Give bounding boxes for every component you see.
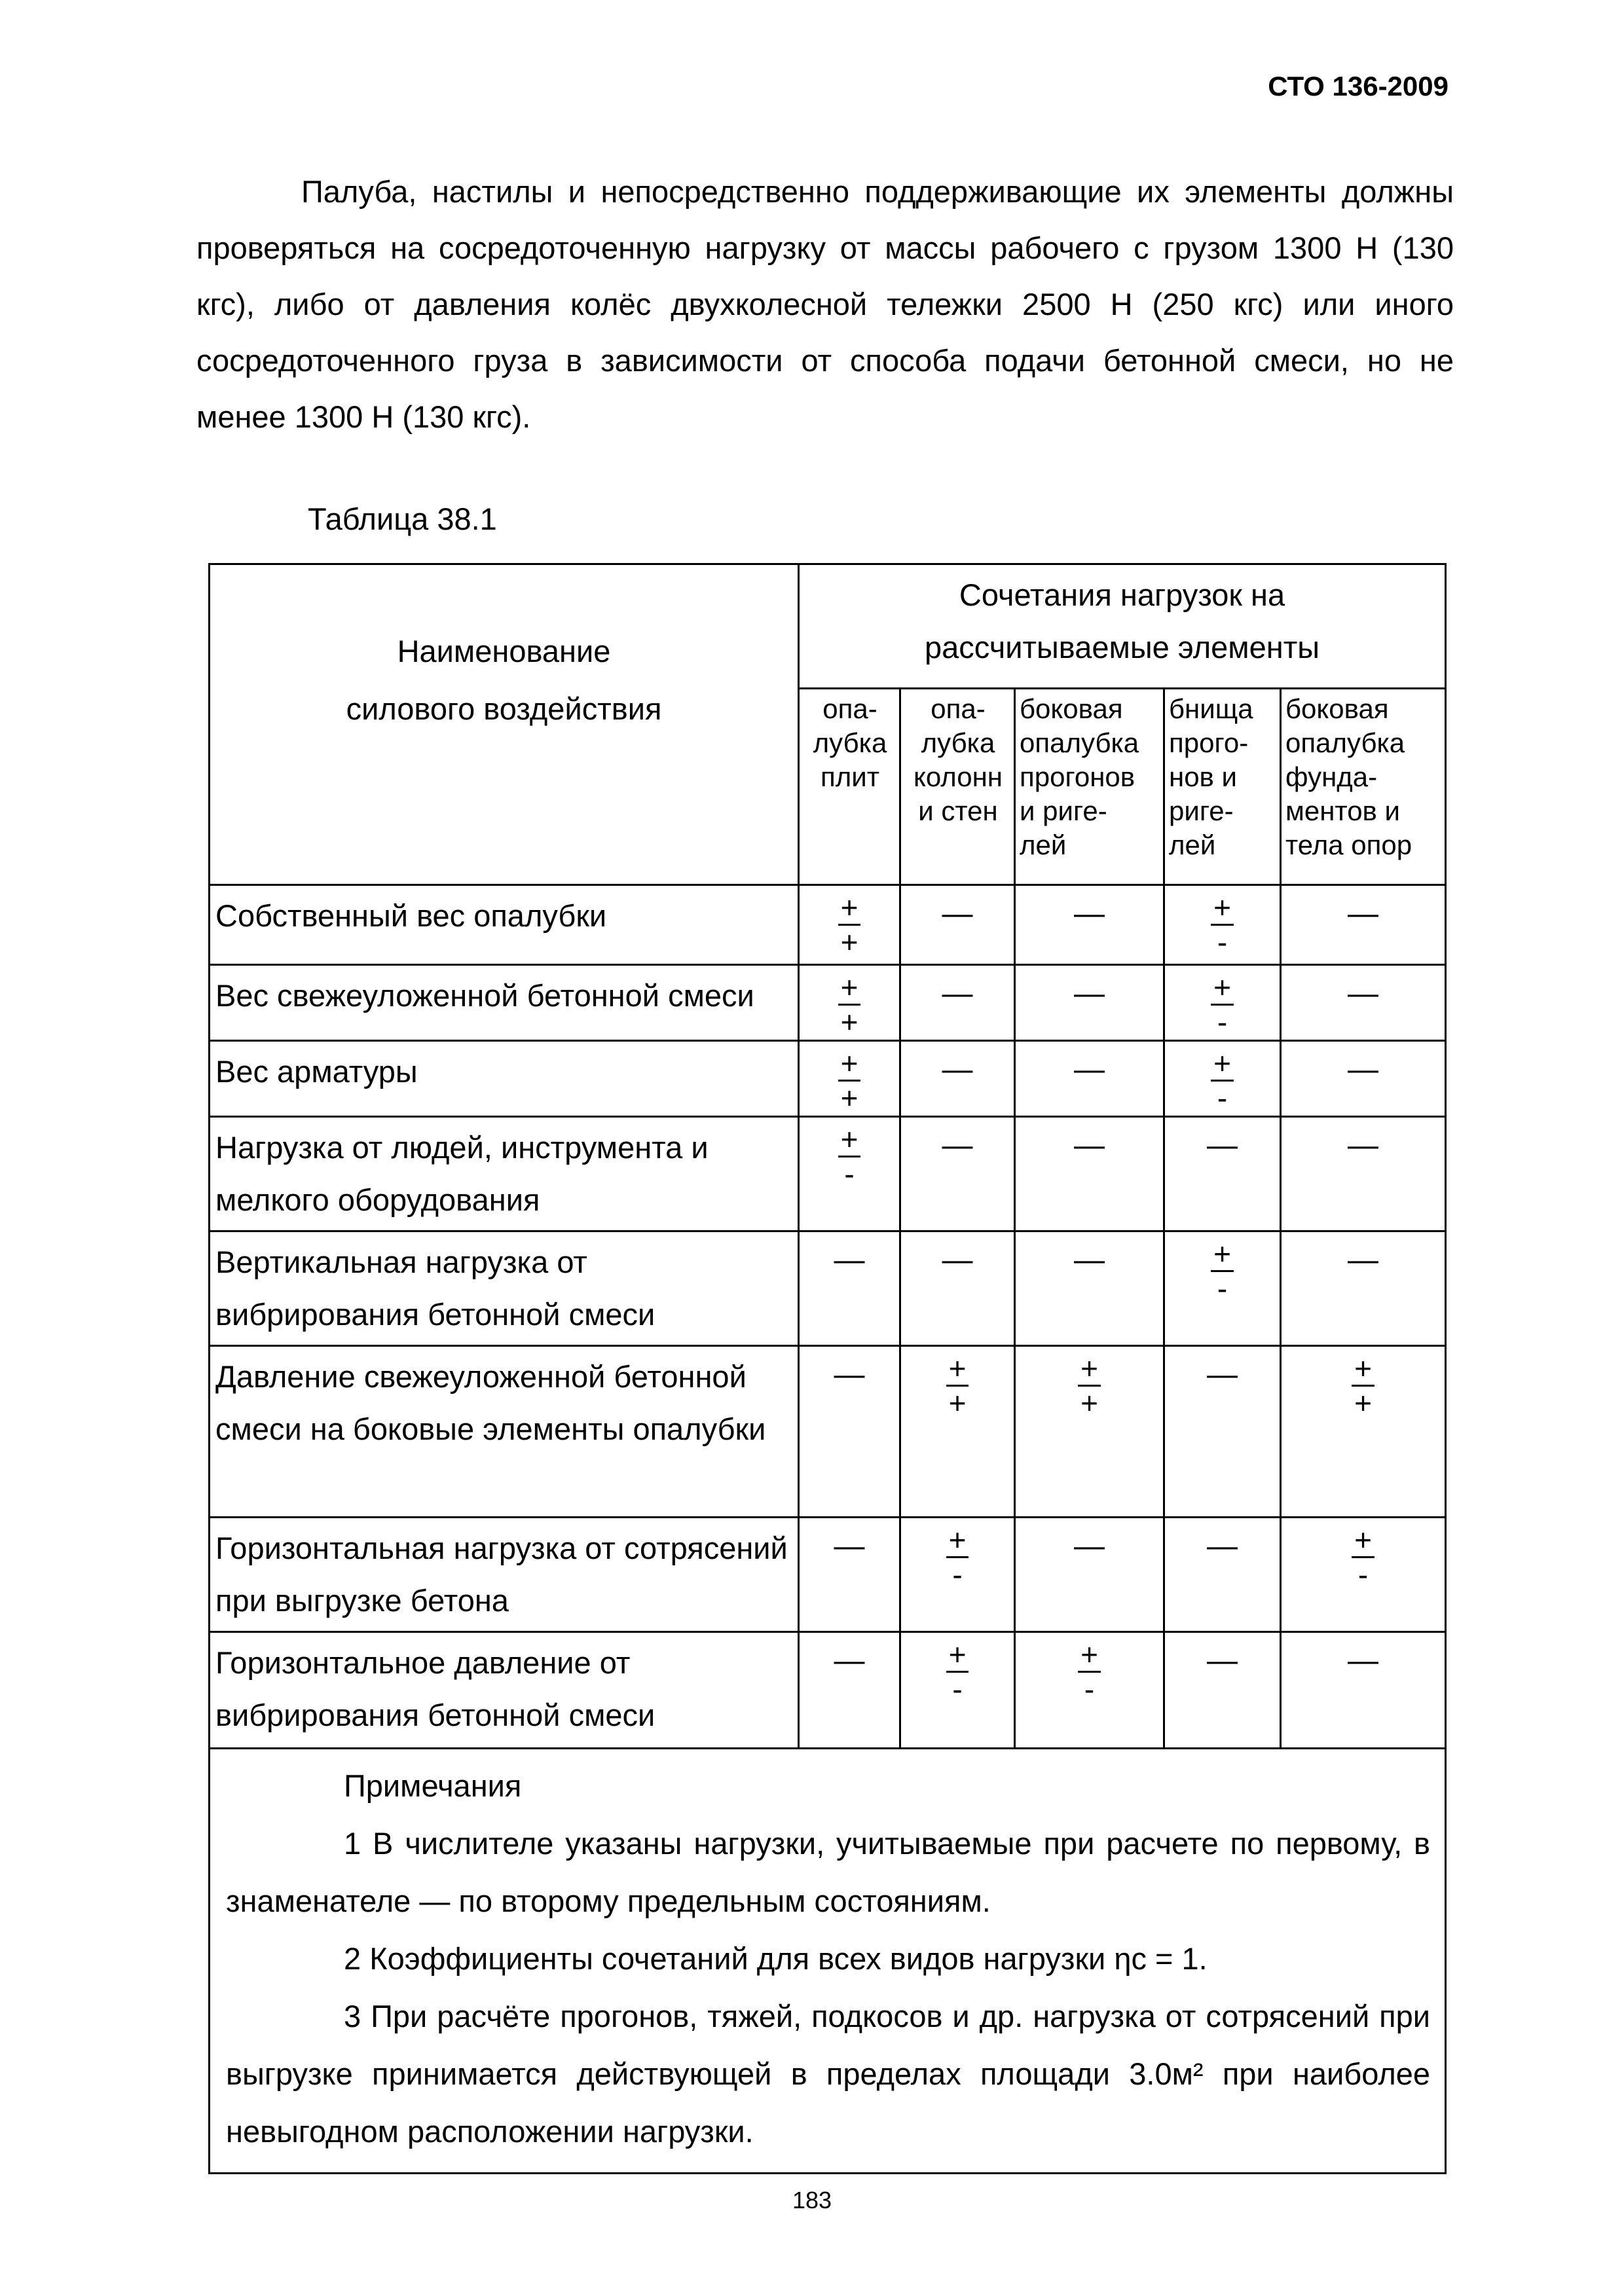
row-cell [1281,1518,1446,1632]
row-cell [1164,1231,1281,1346]
fraction-mark [1352,1352,1375,1419]
numerator: + [1211,971,1234,1006]
numerator: + [946,1523,969,1558]
numerator: + [838,971,861,1006]
name-header-line2: силового воздействия [346,691,662,726]
numerator: + [946,1638,969,1673]
numerator: + [838,891,861,926]
row-cell [1281,965,1446,1041]
table-title: Таблица 38.1 [308,501,497,536]
fraction-mark [1078,1638,1101,1705]
denominator: + [840,1081,858,1115]
row-cell [1164,885,1281,965]
dash-mark: — [1074,1127,1105,1162]
row-cell [1164,1632,1281,1749]
dash-mark: — [1207,1528,1238,1563]
column-header-4: бнища прого- нов и риге- лей [1164,689,1281,885]
fraction-mark [1211,891,1234,958]
row-cell [900,1231,1015,1346]
row-cell [900,1632,1015,1749]
row-cell [799,1346,900,1518]
numerator: + [1078,1638,1101,1673]
column-header-1: опа- лубка плит [799,689,900,885]
dash-mark: — [834,1643,865,1677]
numerator: + [1211,891,1234,926]
note-3: 3 При расчёте прогонов, тяжей, подкосов и др. нагрузка от сотрясений при выгрузке принимается действующей в пределах площади 3.0м² при наиболее невыгодном расположении нагрузки. [226,1999,1431,2149]
dash-mark: — [1348,1242,1379,1277]
combinations-header-line2: рассчитываемые элементы [924,630,1320,665]
dash-mark: — [1074,1528,1105,1563]
row-name: Вертикальная нагрузка от вибрирования бетонной смеси [210,1231,799,1346]
denominator: - [952,1672,963,1706]
dash-mark: — [1348,1643,1379,1677]
fraction-mark [1352,1523,1375,1591]
fraction-mark [1211,1237,1234,1305]
row-name: Горизонтальная нагрузка от сотрясений при выгрузке бетона [210,1518,799,1632]
row-name: Вес свежеуложенной бетонной смеси [210,965,799,1041]
dash-mark: — [1207,1357,1238,1391]
denominator: + [1354,1386,1372,1420]
row-cell [799,965,900,1041]
row-cell [1281,1632,1446,1749]
denominator: + [1080,1386,1098,1420]
notes-cell [210,1749,1446,2174]
combinations-header [799,564,1446,689]
row-cell [1164,1041,1281,1117]
fraction-mark [838,1123,861,1190]
numerator: + [1352,1523,1375,1558]
dash-mark: — [942,1242,973,1277]
row-cell [1015,1518,1164,1632]
row-cell [900,1518,1015,1632]
denominator: - [1217,1271,1228,1305]
note-2 [226,1930,1430,1988]
dash-mark: — [834,1357,865,1391]
dash-mark: — [1074,1242,1105,1277]
numerator: + [838,1123,861,1157]
denominator: - [844,1157,855,1191]
denominator: - [1357,1558,1369,1592]
fraction-mark [946,1523,969,1591]
row-name: Собственный вес опалубки [210,885,799,965]
page-number: 183 [792,2187,832,2214]
table-row [210,965,1446,1041]
fraction-mark [838,891,861,958]
column-header-5: боковая опалубка фунда- ментов и тела опор [1281,689,1446,885]
row-cell [1164,1518,1281,1632]
row-cell [799,885,900,965]
table-row [210,1041,1446,1117]
row-name: Вес арматуры [210,1041,799,1117]
dash-mark: — [942,975,973,1010]
denominator: - [1084,1672,1095,1706]
row-name: Горизонтальное давление от вибрирования бетонной смеси [210,1632,799,1749]
loads-table [208,563,1447,2174]
name-header-line1: Наименование [397,634,611,668]
fraction-mark [838,971,861,1038]
denominator: + [840,1005,858,1039]
table-row [210,885,1446,965]
table-row [210,1117,1446,1231]
numerator: + [946,1352,969,1387]
denominator: - [1217,1005,1228,1039]
fraction-mark [946,1638,969,1705]
table-row [210,1231,1446,1346]
row-cell [900,1346,1015,1518]
row-cell [900,1117,1015,1231]
denominator: - [952,1558,963,1592]
row-cell [1015,1231,1164,1346]
row-cell [1015,1117,1164,1231]
fraction-mark [946,1352,969,1419]
row-cell [1164,965,1281,1041]
row-cell [900,1041,1015,1117]
numerator: + [1211,1047,1234,1082]
row-cell [799,1518,900,1632]
dash-mark: — [1074,975,1105,1010]
row-cell [799,1632,900,1749]
row-cell [1015,1632,1164,1749]
dash-mark: — [1074,896,1105,930]
row-cell [1164,1117,1281,1231]
dash-mark: — [1074,1051,1105,1086]
table-row [210,1346,1446,1518]
row-cell [1015,885,1164,965]
row-cell [799,1231,900,1346]
dash-mark: — [1348,896,1379,930]
dash-mark: — [1348,1127,1379,1162]
name-header [210,564,799,885]
column-header-2: опа- лубка колонн и стен [900,689,1015,885]
denominator: - [1217,1081,1228,1115]
fraction-mark [1211,971,1234,1038]
notes-title: Примечания [344,1768,522,1803]
row-cell [1281,885,1446,965]
note-2-text: 2 Коэффициенты сочетаний для всех видов нагрузки ηc = 1. [344,1941,1208,1976]
row-cell [1164,1346,1281,1518]
dash-mark: — [942,1127,973,1162]
numerator: + [1078,1352,1101,1387]
row-cell [900,885,1015,965]
numerator: + [838,1047,861,1082]
row-cell [1015,1346,1164,1518]
numerator: + [1211,1237,1234,1272]
dash-mark: — [1207,1127,1238,1162]
row-cell [1015,1041,1164,1117]
note-1: 1 В числителе указаны нагрузки, учитываемые при расчете по первому, в знаменателе — по второму предельным состояниям. [226,1826,1431,1918]
row-cell [1015,965,1164,1041]
fraction-mark [838,1047,861,1114]
row-name: Давление свежеуложенной бетонной смеси на боковые элементы опалубки [210,1346,799,1518]
row-cell [1281,1117,1446,1231]
row-cell [799,1041,900,1117]
denominator: + [840,925,858,959]
dash-mark: — [834,1242,865,1277]
dash-mark: — [1348,975,1379,1010]
document-code: СТО 136-2009 [1268,71,1449,101]
row-cell [900,965,1015,1041]
denominator: - [1217,925,1228,959]
row-cell [1281,1041,1446,1117]
intro-paragraph: Палуба, настилы и непосредственно поддерживающие их элементы должны проверяться на сосредоточенную нагрузку от массы рабочего с грузом 1300 Н (130 кгс), либо от давления колёс двухколесной тележки 2500 Н (250 кгс) или иного сосредоточенного груза в зависимости от способа подачи бетонной смеси, но не менее 1300 Н (130 кгс). [196,174,1454,434]
table-row [210,1632,1446,1749]
dash-mark: — [1207,1643,1238,1677]
fraction-mark [1078,1352,1101,1419]
combinations-header-line1: Сочетания нагрузок на [959,577,1285,612]
row-cell [799,1117,900,1231]
dash-mark: — [1348,1051,1379,1086]
column-header-3: боковая опалубка прогонов и риге- лей [1015,689,1164,885]
row-cell [1281,1231,1446,1346]
row-name: Нагрузка от людей, инструмента и мелкого оборудования [210,1117,799,1231]
numerator: + [1352,1352,1375,1387]
dash-mark: — [834,1528,865,1563]
table-row [210,1518,1446,1632]
fraction-mark [1211,1047,1234,1114]
dash-mark: — [942,1051,973,1086]
dash-mark: — [942,896,973,930]
denominator: + [948,1386,967,1420]
row-cell [1281,1346,1446,1518]
